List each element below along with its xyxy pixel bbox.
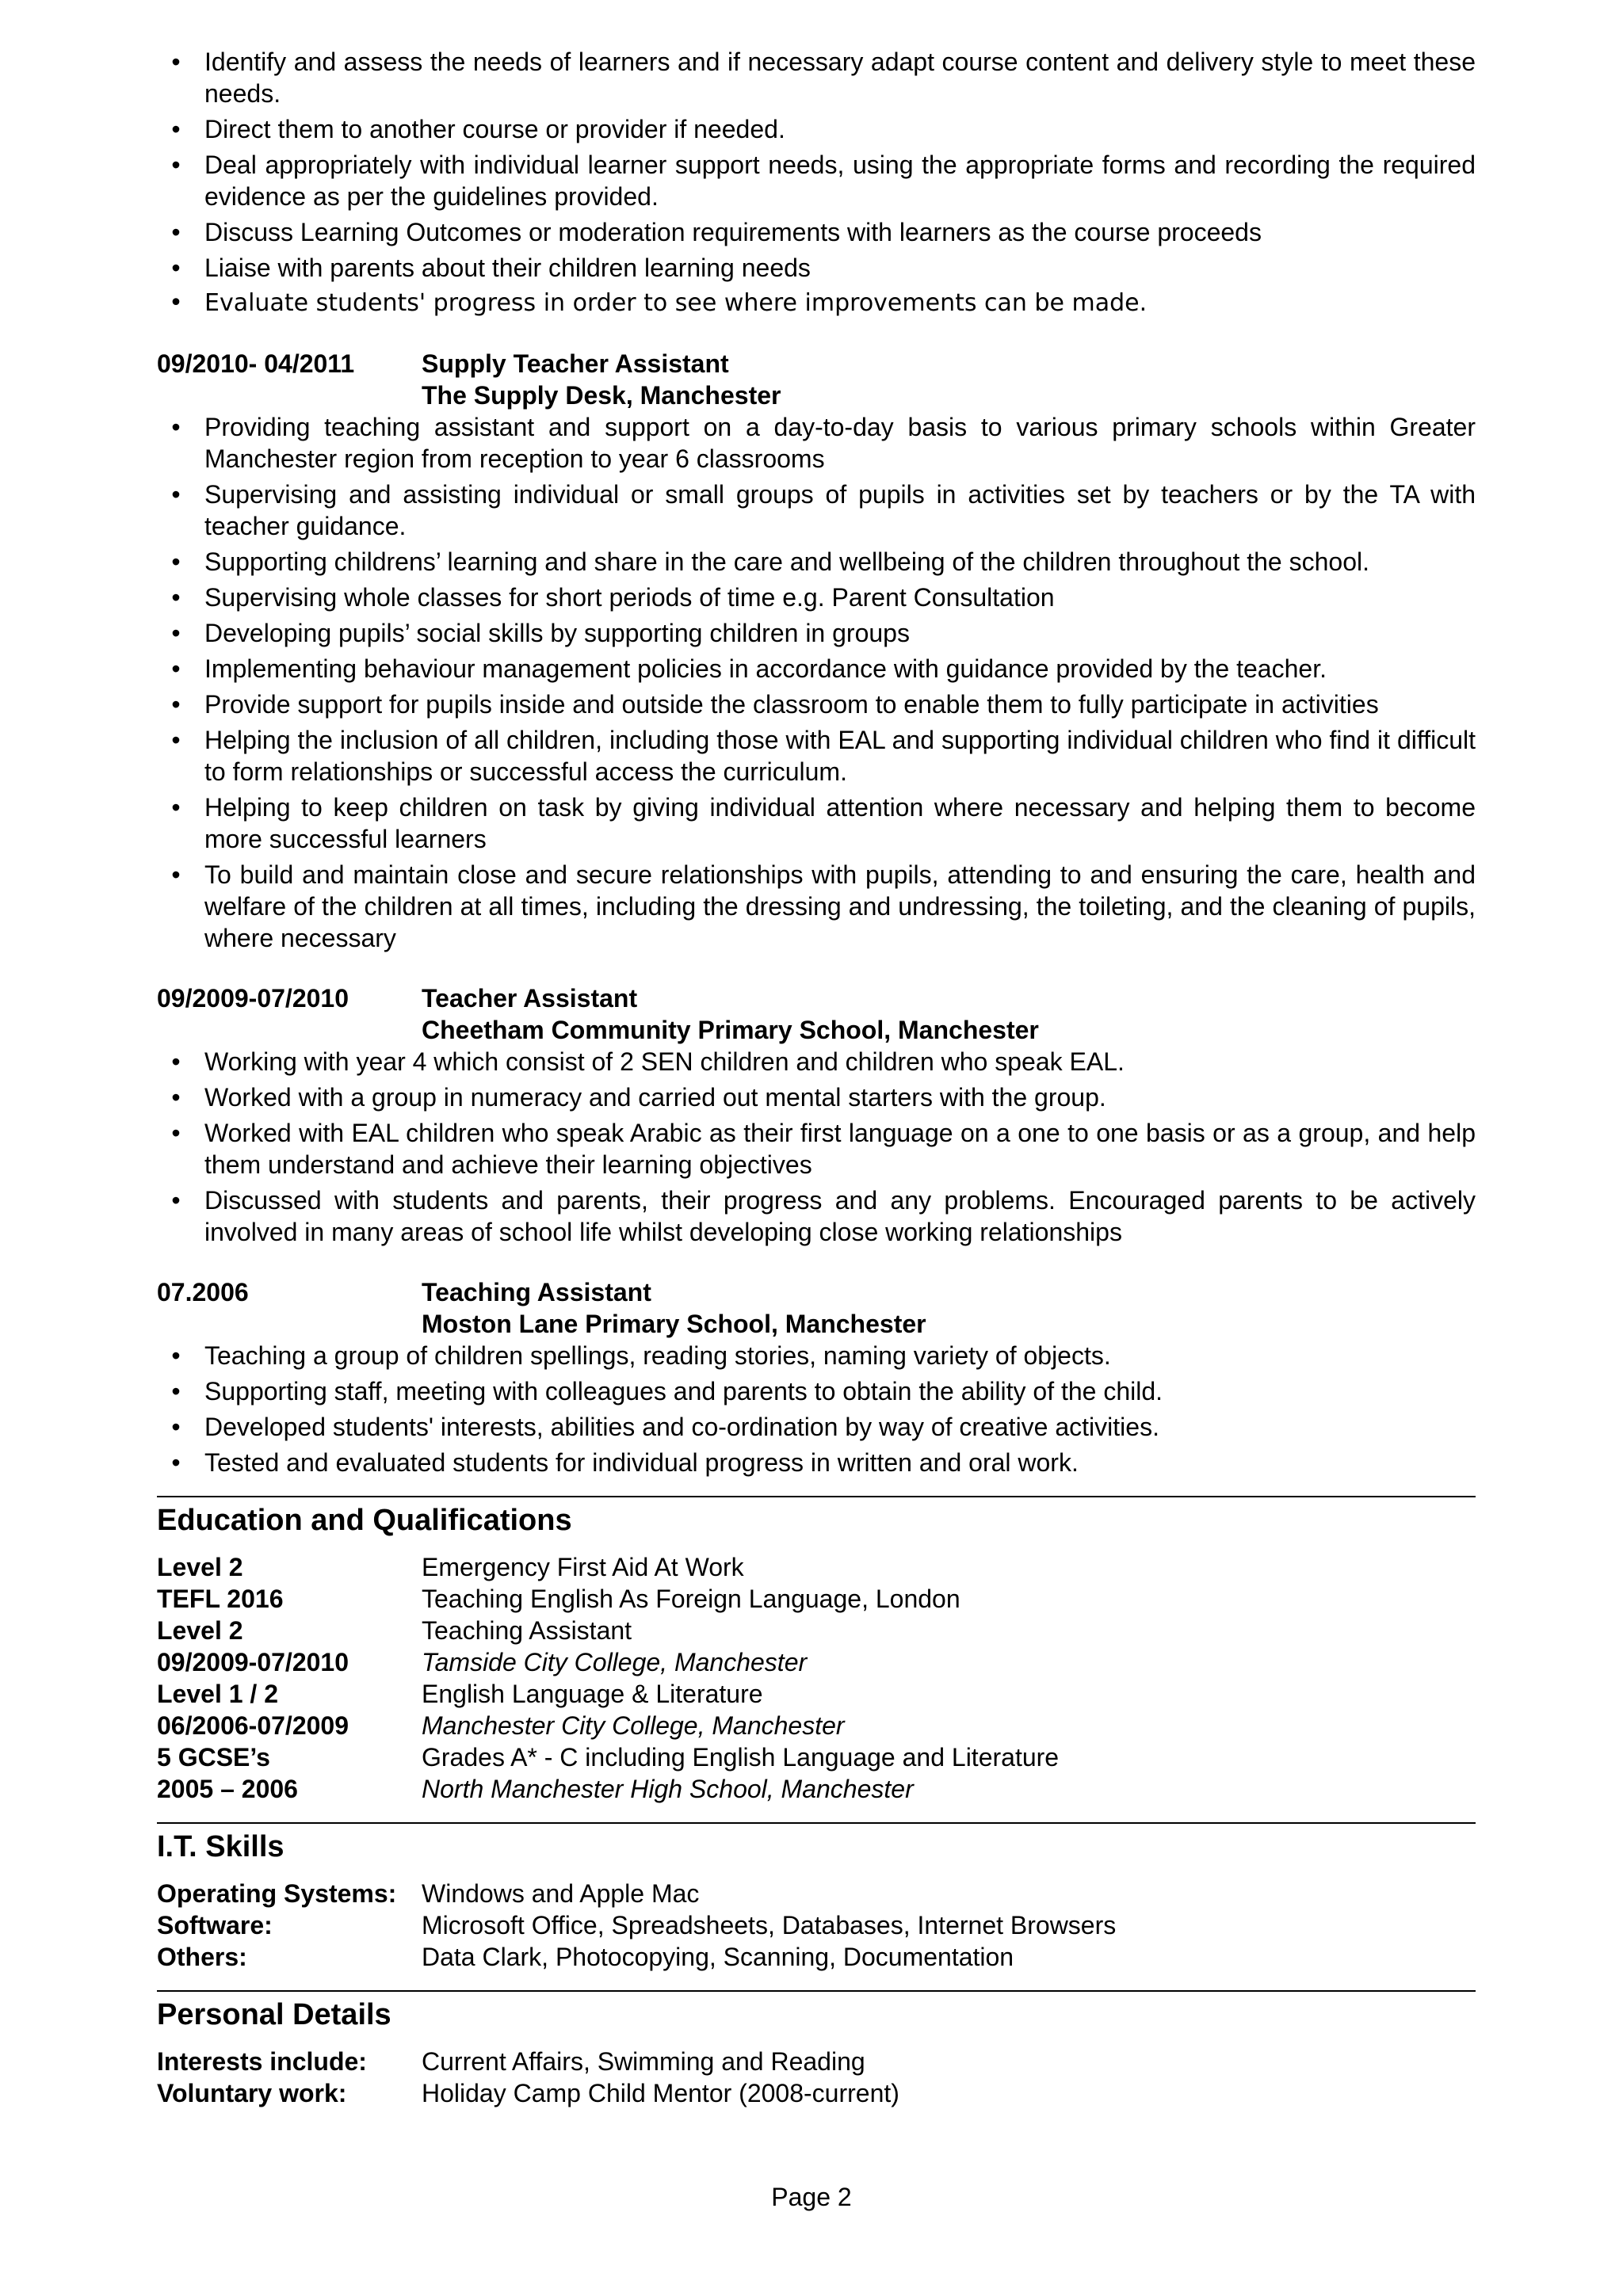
list-item-text: Identify and assess the needs of learners and if necessary adapt course content and delivery style to meet these needs. bbox=[204, 48, 1476, 108]
resume-sections bbox=[157, 1496, 1476, 2109]
detail-value: Teaching English As Foreign Language, London bbox=[422, 1585, 960, 1613]
list-item-text: Developing pupils’ social skills by supporting children in groups bbox=[204, 619, 910, 647]
list-item-text: Direct them to another course or provider if needed. bbox=[204, 115, 785, 143]
list-item bbox=[157, 1046, 1476, 1077]
job-header bbox=[157, 982, 1476, 1046]
bullet-icon: • bbox=[171, 793, 181, 822]
job-employer: Cheetham Community Primary School, Manchester bbox=[422, 1016, 1039, 1044]
job-title-block bbox=[422, 982, 1476, 1046]
detail-label: Level 1 / 2 bbox=[157, 1680, 278, 1708]
job-employer: Moston Lane Primary School, Manchester bbox=[422, 1310, 926, 1338]
list-item bbox=[157, 653, 1476, 685]
bullet-icon: • bbox=[171, 218, 181, 246]
bullet-icon: • bbox=[171, 115, 181, 143]
list-item bbox=[157, 1411, 1476, 1443]
list-item-text: Liaise with parents about their children learning needs bbox=[204, 254, 811, 282]
detail-label: Operating Systems: bbox=[157, 1879, 397, 1908]
detail-value: Emergency First Aid At Work bbox=[422, 1553, 744, 1581]
job-duties-list bbox=[157, 1340, 1476, 1478]
detail-row bbox=[157, 1646, 1476, 1678]
section-heading: Education and Qualifications bbox=[157, 1496, 1476, 1539]
list-item bbox=[157, 113, 1476, 145]
bullet-icon: • bbox=[171, 151, 181, 179]
detail-row bbox=[157, 1551, 1476, 1583]
detail-row bbox=[157, 1710, 1476, 1741]
list-item bbox=[157, 1447, 1476, 1478]
list-item bbox=[157, 859, 1476, 954]
list-item-text: Supervising and assisting individual or small groups of pupils in activities set by teachers or by the TA with teacher guidance. bbox=[204, 480, 1476, 540]
list-item-text: Supporting childrens’ learning and share in the care and wellbeing of the children throughout the school. bbox=[204, 547, 1369, 576]
detail-value: Data Clark, Photocopying, Scanning, Documentation bbox=[422, 1943, 1014, 1971]
bullet-icon: • bbox=[171, 413, 181, 441]
resume-page bbox=[157, 46, 1476, 2109]
detail-row bbox=[157, 1583, 1476, 1615]
list-item-text: Teaching a group of children spellings, reading stories, naming variety of objects. bbox=[204, 1341, 1111, 1370]
list-item-text: To build and maintain close and secure relationships with pupils, attending to and ensuring the care, health and welfare of the children at all times, including the dressing and undressing, the toileting, and the cleaning of pupils, where necessary bbox=[204, 860, 1476, 952]
detail-row bbox=[157, 1878, 1476, 1909]
job-title-block bbox=[422, 1276, 1476, 1340]
list-item bbox=[157, 288, 1476, 319]
detail-row bbox=[157, 1678, 1476, 1710]
detail-row bbox=[157, 2077, 1476, 2109]
list-item bbox=[157, 791, 1476, 855]
detail-row bbox=[157, 1773, 1476, 1805]
detail-row bbox=[157, 1741, 1476, 1773]
detail-value: English Language & Literature bbox=[422, 1680, 763, 1708]
detail-value: Teaching Assistant bbox=[422, 1616, 632, 1645]
detail-row bbox=[157, 2046, 1476, 2077]
bullet-icon: • bbox=[171, 690, 181, 719]
bullet-icon: • bbox=[171, 547, 181, 576]
list-item bbox=[157, 1184, 1476, 1248]
list-item-text: Supervising whole classes for short periods of time e.g. Parent Consultation bbox=[204, 583, 1055, 612]
detail-value: Manchester City College, Manchester bbox=[422, 1711, 845, 1740]
bullet-icon: • bbox=[171, 1377, 181, 1405]
bullet-icon: • bbox=[169, 289, 183, 317]
bullet-icon: • bbox=[171, 860, 181, 889]
detail-label: Level 2 bbox=[157, 1616, 243, 1645]
job-title-block bbox=[422, 348, 1476, 411]
detail-label: 06/2006-07/2009 bbox=[157, 1711, 349, 1740]
detail-label: 2005 – 2006 bbox=[157, 1775, 298, 1803]
list-item bbox=[157, 1117, 1476, 1180]
job-duties-list bbox=[157, 411, 1476, 954]
job-date: 09/2010- 04/2011 bbox=[157, 349, 355, 378]
list-item-text: Evaluate students' progress in order to see where improvements can be made. bbox=[204, 289, 1148, 317]
detail-label: Voluntary work: bbox=[157, 2079, 347, 2107]
list-item-text: Discussed with students and parents, their progress and any problems. Encouraged parents to be actively involved in many areas of school life whilst developing close working relationships bbox=[204, 1186, 1476, 1246]
list-item-text: Helping to keep children on task by giving individual attention where necessary and helping them to become more successful learners bbox=[204, 793, 1476, 853]
job-header bbox=[157, 348, 1476, 411]
list-item-text: Discuss Learning Outcomes or moderation requirements with learners as the course proceeds bbox=[204, 218, 1262, 246]
detail-label: Level 2 bbox=[157, 1553, 243, 1581]
detail-value: Windows and Apple Mac bbox=[422, 1879, 700, 1908]
section-heading: I.T. Skills bbox=[157, 1822, 1476, 1865]
list-item-text: Supporting staff, meeting with colleagues and parents to obtain the ability of the child. bbox=[204, 1377, 1163, 1405]
detail-value: Holiday Camp Child Mentor (2008-current) bbox=[422, 2079, 899, 2107]
bullet-icon: • bbox=[171, 480, 181, 509]
job-entry bbox=[157, 982, 1476, 1248]
job-date: 09/2009-07/2010 bbox=[157, 984, 349, 1013]
bullet-icon: • bbox=[171, 1047, 181, 1076]
detail-value: Grades A* - C including English Language and Literature bbox=[422, 1743, 1060, 1772]
job-duties-list bbox=[157, 1046, 1476, 1248]
list-item bbox=[157, 216, 1476, 248]
detail-row bbox=[157, 1909, 1476, 1941]
detail-label: 09/2009-07/2010 bbox=[157, 1648, 349, 1676]
list-item-text: Worked with EAL children who speak Arabic as their first language on a one to one basis or as a group, and help them understand and achieve their learning objectives bbox=[204, 1119, 1476, 1179]
job-employer: The Supply Desk, Manchester bbox=[422, 381, 781, 410]
bullet-icon: • bbox=[171, 1186, 181, 1215]
bullet-icon: • bbox=[171, 1413, 181, 1441]
personal-details-section bbox=[157, 1990, 1476, 2109]
detail-label: Interests include: bbox=[157, 2047, 367, 2076]
detail-value: Current Affairs, Swimming and Reading bbox=[422, 2047, 865, 2076]
list-item-text: Implementing behaviour management policies in accordance with guidance provided by the teacher. bbox=[204, 654, 1327, 683]
list-item bbox=[157, 411, 1476, 475]
list-item-text: Working with year 4 which consist of 2 SEN children and children who speak EAL. bbox=[204, 1047, 1125, 1076]
bullet-icon: • bbox=[171, 1341, 181, 1370]
list-item bbox=[157, 617, 1476, 649]
job-header bbox=[157, 1276, 1476, 1340]
bullet-icon: • bbox=[171, 1448, 181, 1477]
list-item-text: Tested and evaluated students for individual progress in written and oral work. bbox=[204, 1448, 1079, 1477]
list-item bbox=[157, 1340, 1476, 1371]
list-item bbox=[157, 724, 1476, 788]
detail-value: Tamside City College, Manchester bbox=[422, 1648, 808, 1676]
page-footer bbox=[0, 2181, 1623, 2213]
list-item bbox=[157, 252, 1476, 284]
job-entry bbox=[157, 1276, 1476, 1478]
detail-value: North Manchester High School, Manchester bbox=[422, 1775, 914, 1803]
it-skills-section bbox=[157, 1822, 1476, 1973]
detail-label: Others: bbox=[157, 1943, 247, 1971]
bullet-icon: • bbox=[171, 619, 181, 647]
detail-label: 5 GCSE’s bbox=[157, 1743, 270, 1772]
list-item-text: Provide support for pupils inside and outside the classroom to enable them to fully participate in activities bbox=[204, 690, 1379, 719]
list-item-text: Helping the inclusion of all children, including those with EAL and supporting individual children who find it difficult to form relationships or successful access the curriculum. bbox=[204, 726, 1476, 786]
detail-label: TEFL 2016 bbox=[157, 1585, 284, 1613]
job-date: 07.2006 bbox=[157, 1278, 249, 1306]
list-item bbox=[157, 149, 1476, 212]
section-heading: Personal Details bbox=[157, 1990, 1476, 2033]
list-item bbox=[157, 46, 1476, 109]
list-item-text: Deal appropriately with individual learner support needs, using the appropriate forms and recording the required evidence as per the guidelines provided. bbox=[204, 151, 1476, 211]
detail-row bbox=[157, 1615, 1476, 1646]
job-title: Teacher Assistant bbox=[422, 984, 638, 1013]
bullet-icon: • bbox=[171, 1119, 181, 1147]
bullet-icon: • bbox=[171, 254, 181, 282]
job-title: Teaching Assistant bbox=[422, 1278, 651, 1306]
bullet-icon: • bbox=[171, 48, 181, 76]
intro-bullet-list bbox=[157, 46, 1476, 319]
list-item bbox=[157, 479, 1476, 542]
detail-row bbox=[157, 1941, 1476, 1973]
list-item bbox=[157, 1375, 1476, 1407]
list-item-text: Developed students' interests, abilities and co-ordination by way of creative activities. bbox=[204, 1413, 1159, 1441]
bullet-icon: • bbox=[171, 1083, 181, 1112]
education-section bbox=[157, 1496, 1476, 1805]
bullet-icon: • bbox=[171, 654, 181, 683]
employment-history bbox=[157, 348, 1476, 1478]
job-title: Supply Teacher Assistant bbox=[422, 349, 729, 378]
list-item bbox=[157, 1081, 1476, 1113]
list-item bbox=[157, 546, 1476, 578]
list-item bbox=[157, 688, 1476, 720]
job-entry bbox=[157, 348, 1476, 954]
list-item bbox=[157, 582, 1476, 613]
detail-label: Software: bbox=[157, 1911, 273, 1939]
bullet-icon: • bbox=[171, 583, 181, 612]
list-item-text: Worked with a group in numeracy and carried out mental starters with the group. bbox=[204, 1083, 1106, 1112]
list-item-text: Providing teaching assistant and support on a day-to-day basis to various primary schools within Greater Manchester region from reception to year 6 classrooms bbox=[204, 413, 1476, 473]
bullet-icon: • bbox=[171, 726, 181, 754]
page-number: Page 2 bbox=[771, 2183, 852, 2211]
detail-value: Microsoft Office, Spreadsheets, Databases, Internet Browsers bbox=[422, 1911, 1117, 1939]
